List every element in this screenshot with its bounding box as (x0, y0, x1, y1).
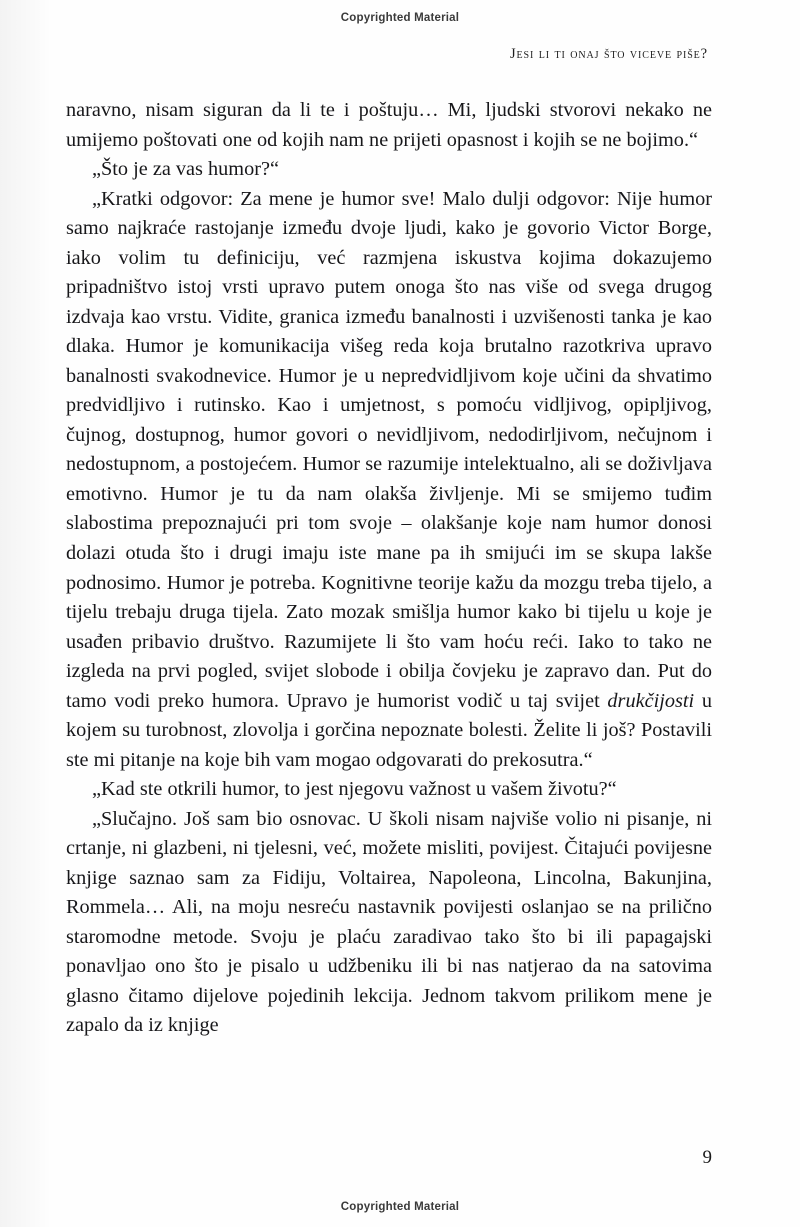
gutter-shadow (0, 0, 52, 1227)
paragraph: „Što je za vas humor?“ (92, 158, 279, 181)
body-text (66, 96, 712, 1041)
running-head: Jesi li ti onaj što viceve piše? (510, 46, 708, 62)
copyright-watermark-bottom: Copyrighted Material (340, 1201, 460, 1213)
italic-term: drukčijosti (607, 689, 695, 712)
paragraph: „Slučajno. Još sam bio osnovac. U školi nisam najviše volio ni pisanje, ni crtanje, ni glazbeni, ni tjelesni, već, možete misliti, povijest. Čitajući povijesne knjige saznao sam za Fidiju, Voltairea, Napoleona, Lincolna, Bakunjina, Rommela… Ali, na moju nesreću nastavnik povijesti oslanjao se na prilično staromodne metode. Svoju je plaću zaradivao tako što bi ili papagajski ponavljao ono što je pisalo u udžbeniku ili bi nas natjerao da na satovima glasno čitamo dijelove pojedinih lekcija. Jednom takvom prilikom mene je zapalo da iz knjige (66, 807, 712, 1037)
paragraph: „Kad ste otkrili humor, to jest njegovu važnost u vašem životu?“ (92, 778, 617, 801)
paragraph-with-italic (66, 185, 712, 776)
paragraph-text-before: „Kratki odgovor: Za mene je humor sve! Malo dulji odgovor: Nije humor samo najkraće rastojanje između dvoje ljudi, kako je govorio Victor Borge, iako volim tu definiciju, već razmjena iskustva kojima dokazujemo pripadništvo istoj vrsti upravo putem onoga što nas više od svega drugog izdvaja kao vrstu. Vidite, granica između banalnosti i uzvišenosti tanka je kao dlaka. Humor je komunikacija višeg reda koja brutalno razotkriva upravo banalnosti svakodnevice. Humor je u nepredvidljivom koje učini da shvatimo predvidljivo i rutinsko. Kao i umjetnost, s pomoću vidljivog, opipljivog, čujnog, dostupnog, humor govori o nevidljivom, nedodirljivom, nečujnom i nedostupnom, a postojećem. Humor se razumije intelektualno, ali se doživljava emotivno. Humor je tu da nam olakša življenje. Mi se smijemo tuđim slabostima prepoznajući pri tom svoje – olakšanje koje nam humor donosi dolazi otuda što i drugi imaju iste mane pa ih smijući im se skupa lakše podnosimo. Humor je potreba. Kognitivne teorije kažu da mozgu treba tijelo, a tijelu trebaju druga tijela. Zato mozak smišlja humor kako bi tijelu u koje je usađen pribavio društvo. Razumijete li što vam hoću reći. Iako to tako ne izgleda na prvi pogled, svijet slobode i obilja čovjeku je zapravo dan. Put do tamo vodi preko humora. Upravo je humorist vodič u taj svijet (66, 187, 712, 712)
copyright-watermark-top: Copyrighted Material (340, 12, 460, 24)
page-number: 9 (702, 1147, 712, 1168)
paragraph: naravno, nisam siguran da li te i poštuju… Mi, ljudski stvorovi nekako ne umijemo poštovati one od kojih nam ne prijeti opasnost i kojih se ne bojimo.“ (66, 99, 712, 151)
paragraph-text-after: u kojem su turobnost, zlovolja i gorčina nepoznate bolesti. Želite li još? Postavili ste mi pitanje na koje bih vam mogao odgovarati do prekosutra.“ (66, 689, 712, 771)
